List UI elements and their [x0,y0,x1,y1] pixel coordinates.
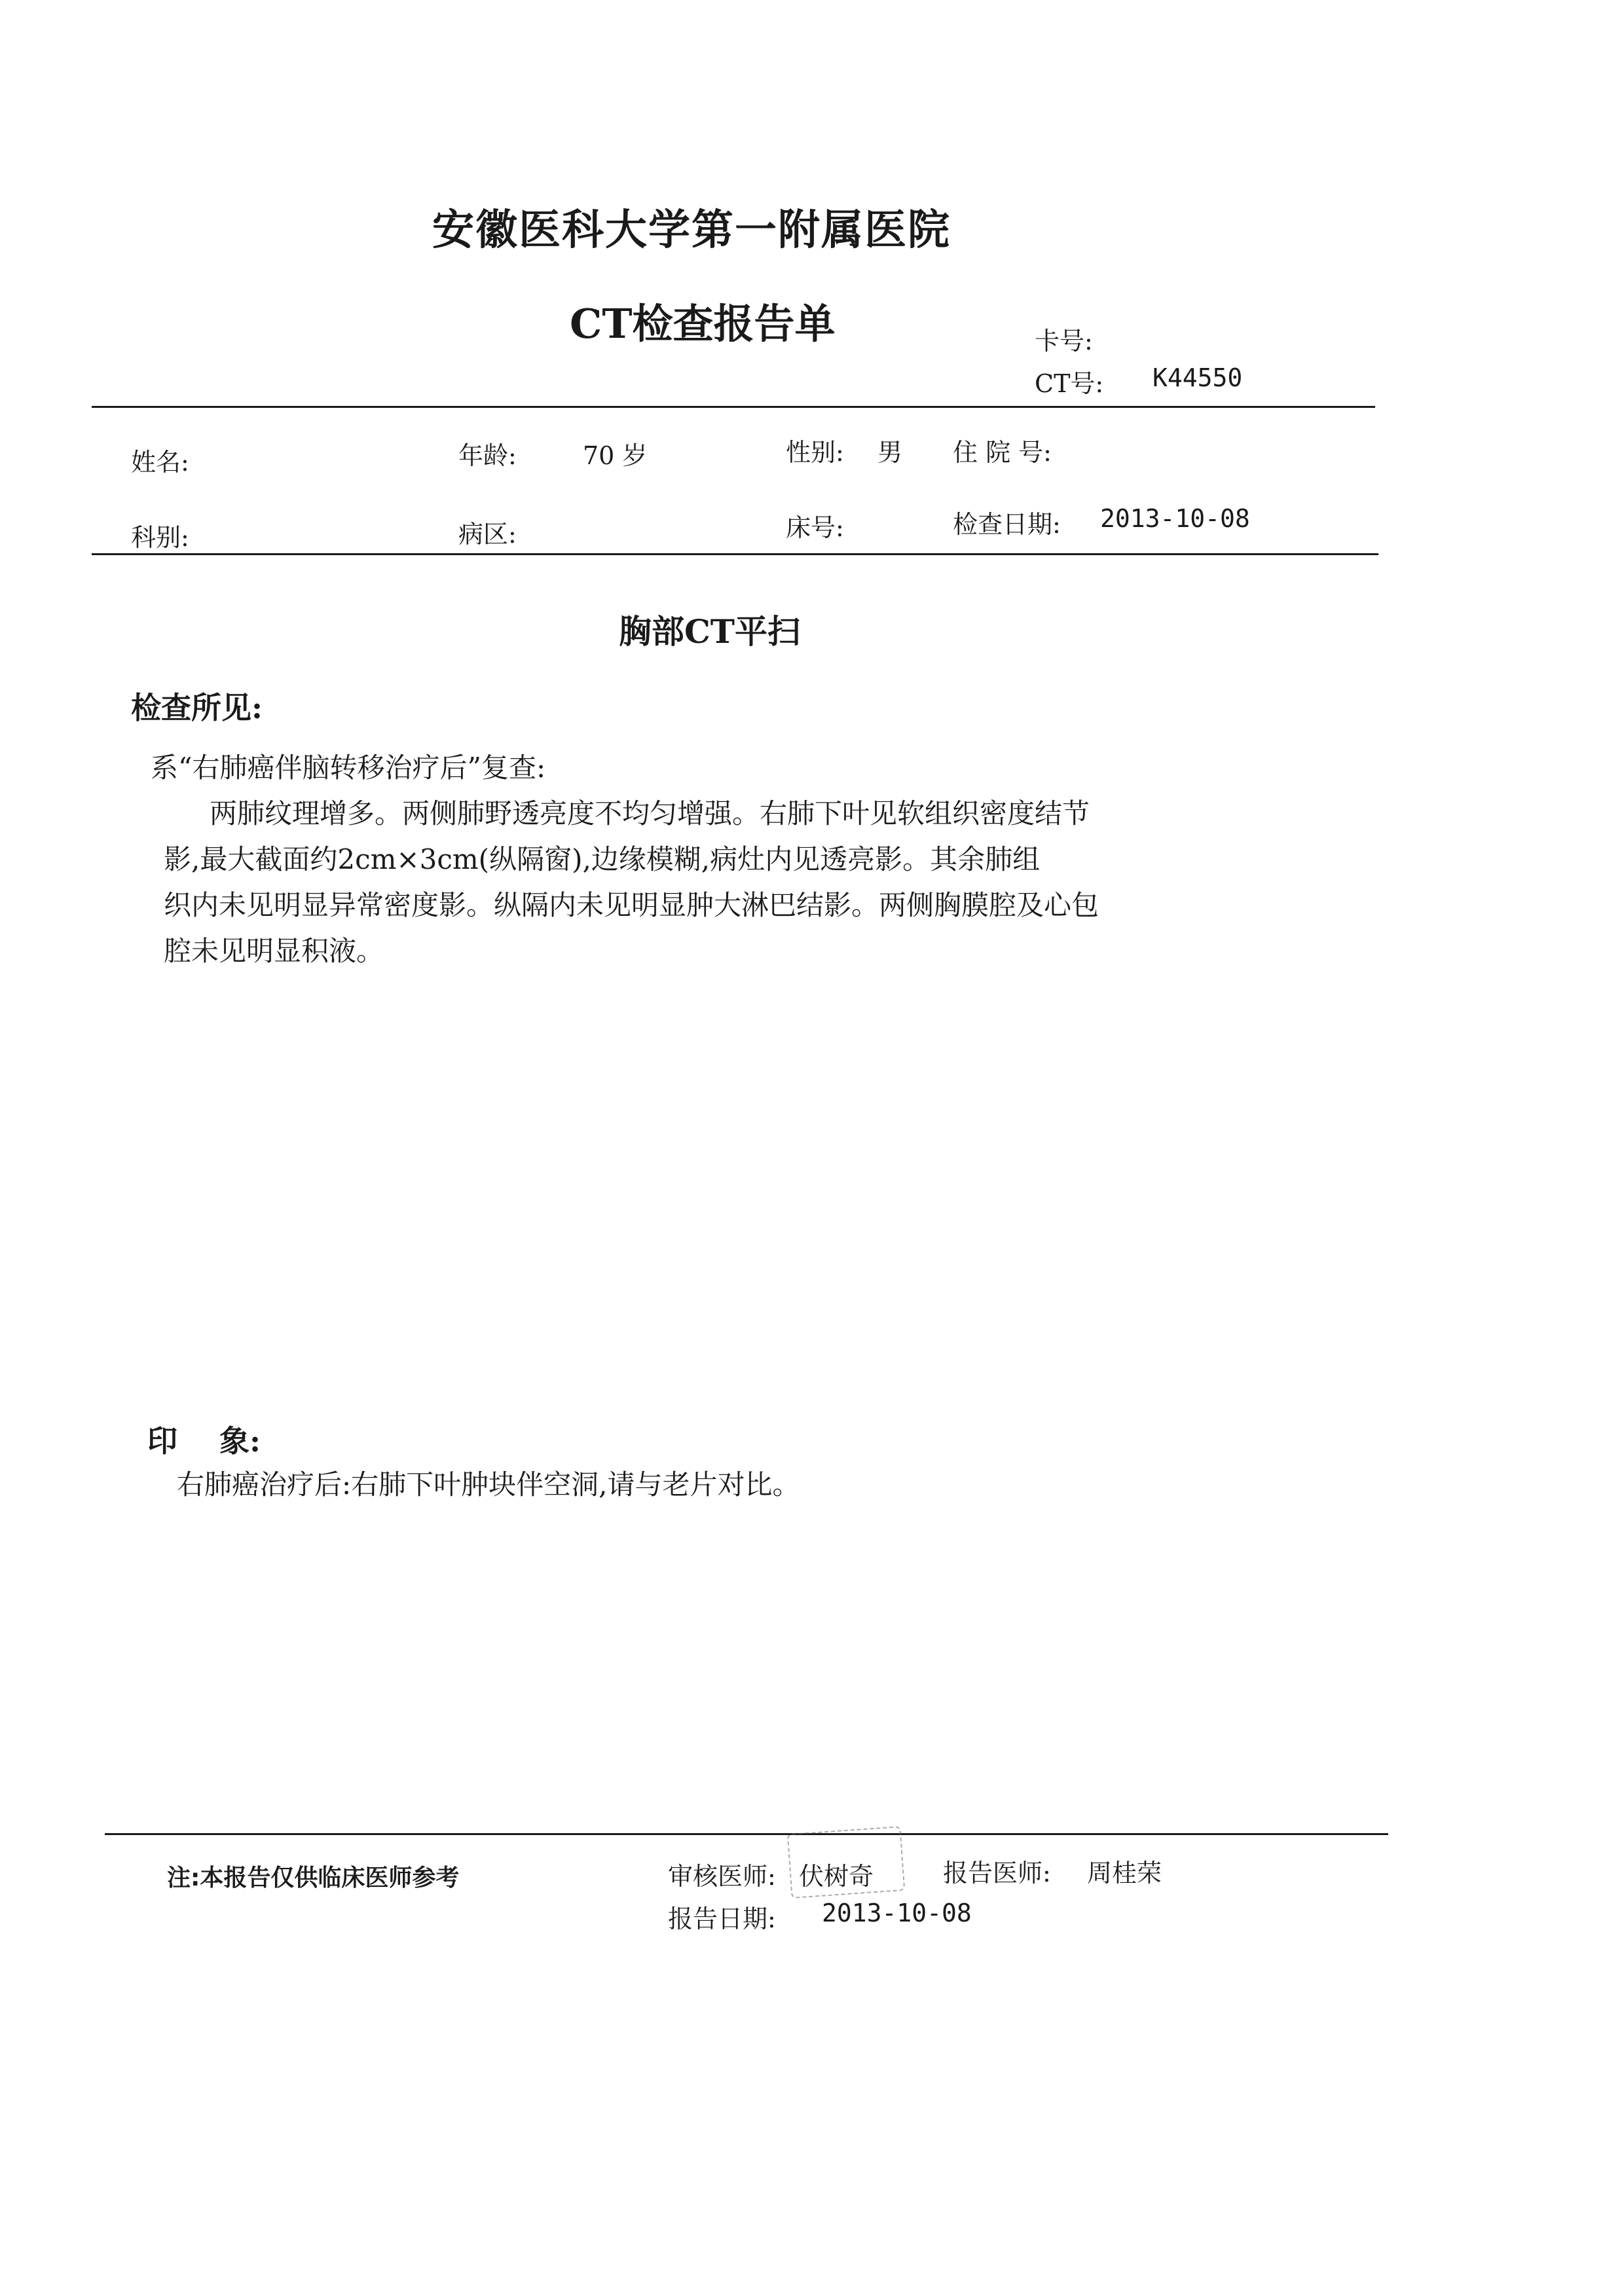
report-date-label: 报告日期: [668,1904,776,1933]
findings-line: 腔未见明显积液。 [164,935,384,967]
ward-label: 病区: [458,520,517,549]
footer-divider [105,1833,1388,1835]
ct-number-value: K44550 [1153,363,1243,392]
info-divider [92,553,1378,555]
footer-note: 注:本报告仅供临床医师参考 [167,1865,460,1891]
header-divider [92,406,1375,408]
findings-heading: 检查所见: [131,690,263,725]
report-title: CT检查报告单 [570,300,836,348]
exam-date-value: 2013-10-08 [1100,504,1250,533]
findings-line: 影,最大截面约2cm×3cm(纵隔窗),边缘模糊,病灶内见透亮影。其余肺组 [164,843,1041,875]
findings-line: 两肺纹理增多。两侧肺野透亮度不均匀增强。右肺下叶见软组织密度结节 [210,797,1090,829]
exam-title: 胸部CT平扫 [619,612,801,651]
impression-heading: 印 象: [147,1423,261,1459]
reviewer-name: 伏树奇 [799,1862,874,1891]
card-number-label: 卡号: [1035,327,1093,355]
hospital-name: 安徽医科大学第一附属医院 [432,206,951,255]
department-label: 科别: [131,523,189,552]
name-label: 姓名: [131,448,189,477]
reporter-name: 周桂荣 [1087,1859,1162,1887]
findings-line: 织内未见明显异常密度影。纵隔内未见明显肿大淋巴结影。两侧胸膜腔及心包 [164,889,1099,921]
reporter-label: 报告医师: [943,1859,1051,1887]
report-date-value: 2013-10-08 [822,1899,972,1927]
findings-line: 系“右肺癌伴脑转移治疗后”复查: [151,752,546,784]
inpatient-number-label: 住 院 号: [953,438,1052,467]
sex-value: 男 [877,438,903,467]
reviewer-label: 审核医师: [668,1862,776,1891]
exam-date-label: 检查日期: [953,510,1061,539]
age-label: 年龄: [458,441,517,470]
bed-label: 床号: [786,513,844,542]
age-value: 70 岁 [583,441,648,470]
ct-number-label: CT号: [1035,369,1104,398]
sex-label: 性别: [786,438,844,467]
impression-text: 右肺癌治疗后:右肺下叶肿块伴空洞,请与老片对比。 [177,1468,800,1501]
